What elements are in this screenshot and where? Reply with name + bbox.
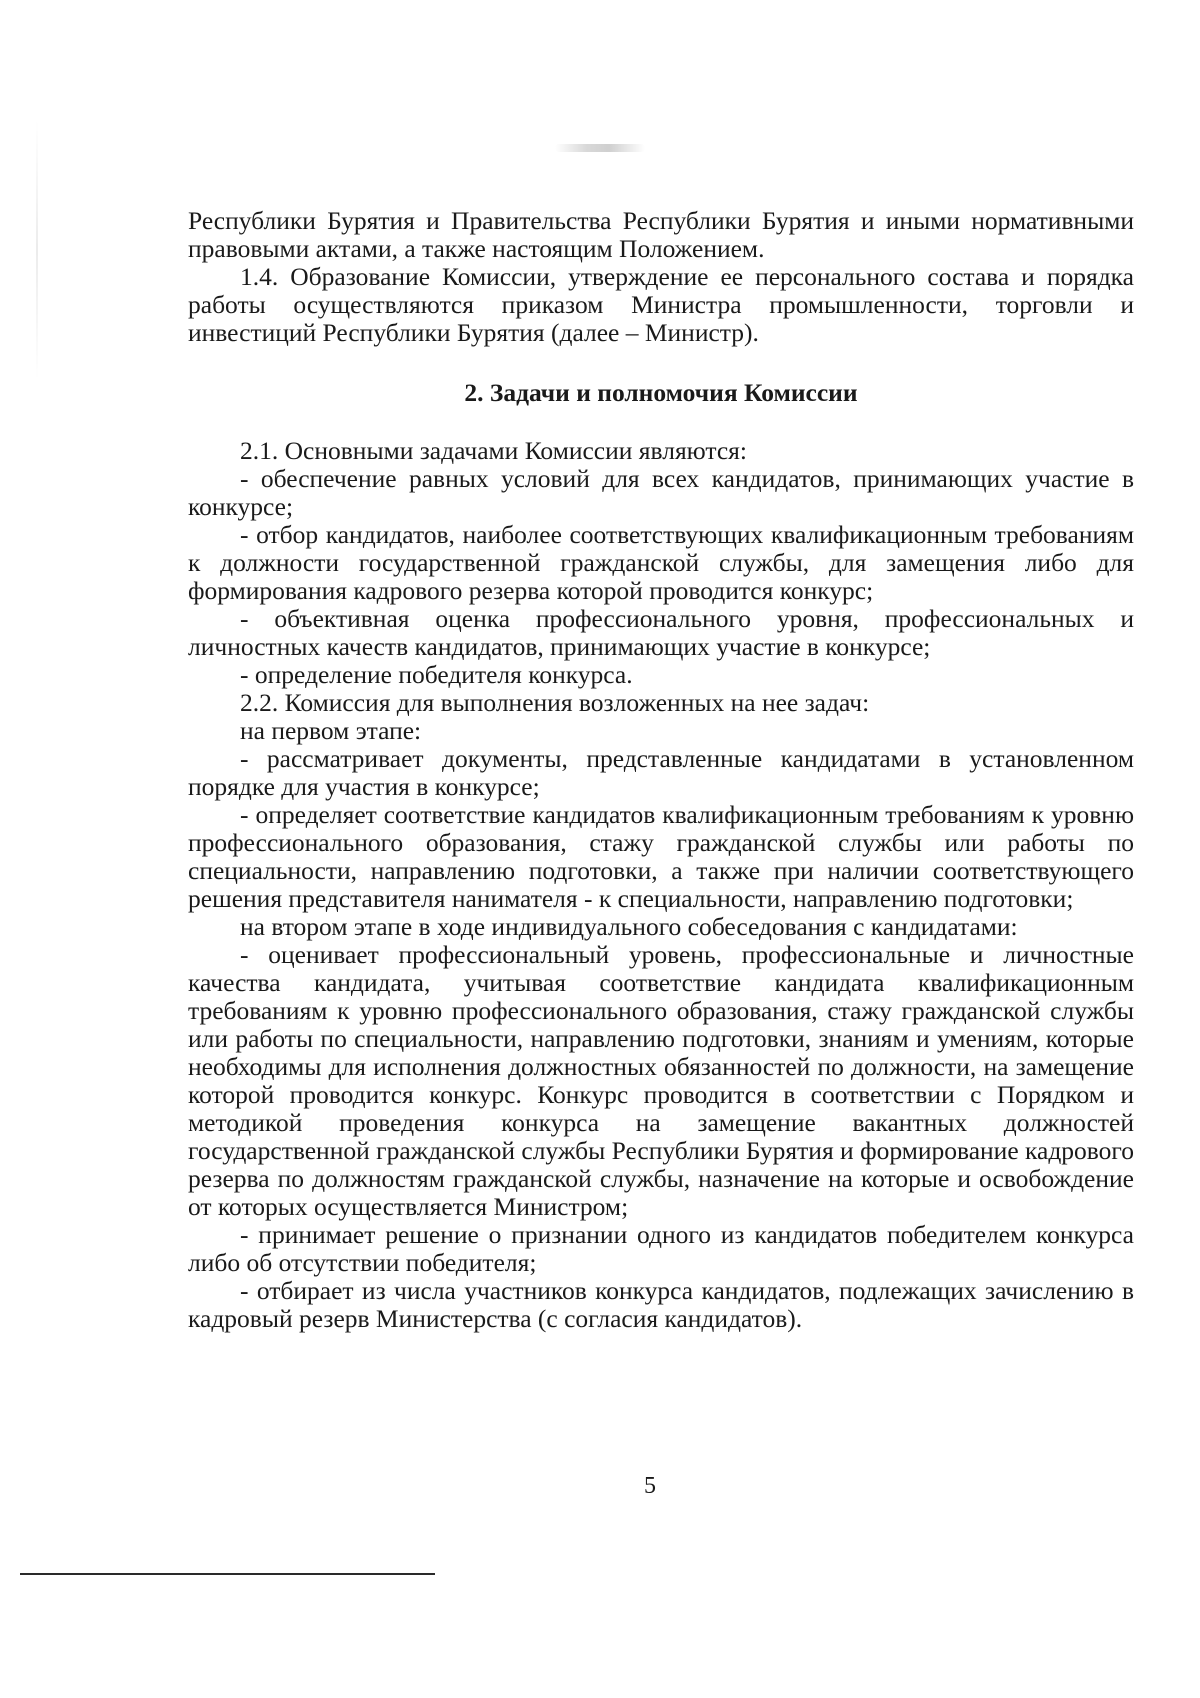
- list-item-evaluates-level: - оценивает профессиональный уровень, профессиональные и личностные качества кандидата, учитывая соответствие кандидата квалификационным требованиям к уровню профессионального образования, стажу гражданской службы или работы по специальности, направлению подготовки, знаниям и умениям, которые необходимы для исполнения должностных обязанностей по должности, на замещение которой проводится конкурс. Конкурс проводится в соответствии с Порядком и методикой проведения конкурса на замещение вакантных должностей государственной гражданской службы Республики Бурятия и формирование кадрового резерва по должностям гражданской службы, назначение на которые и освобождение от которых осуществляется Министром;: [188, 940, 1134, 1221]
- scan-artifact: [555, 144, 645, 152]
- list-item-determines-compliance: - определяет соответствие кандидатов квалификационным требованиям к уровню профессионального образования, стажу гражданской службы или работы по специальности, направлению подготовки, а также при наличии соответствующего решения представителя нанимателя - к специальности, направлению подготовки;: [188, 800, 1134, 913]
- page-number: 5: [644, 1473, 656, 1499]
- list-item-objective-assessment: - объективная оценка профессионального уровня, профессиональных и личностных качеств кандидатов, принимающих участие в конкурсе;: [188, 604, 1134, 661]
- stage-two-label: на втором этапе в ходе индивидуального собеседования с кандидатами:: [240, 912, 1018, 941]
- scan-artifact-edge: [36, 120, 38, 380]
- list-item-reviews-documents: - рассматривает документы, представленные кандидатами в установленном порядке для участия в конкурсе;: [188, 744, 1134, 801]
- stage-one-label: на первом этапе:: [240, 716, 422, 745]
- list-item-equal-conditions: - обеспечение равных условий для всех кандидатов, принимающих участие в конкурсе;: [188, 464, 1134, 521]
- paragraph-1-4: 1.4. Образование Комиссии, утверждение ее персонального состава и порядка работы осуществляются приказом Министра промышленности, торговли и инвестиций Республики Бурятия (далее – Министр).: [188, 262, 1134, 347]
- footnote-divider: [20, 1573, 435, 1575]
- paragraph-continuation: Республики Бурятия и Правительства Республики Бурятия и иными нормативными правовыми актами, а также настоящим Положением.: [188, 206, 1134, 263]
- paragraph-2-1: 2.1. Основными задачами Комиссии являются:: [240, 436, 747, 465]
- list-item-selects-reserve: - отбирает из числа участников конкурса кандидатов, подлежащих зачислению в кадровый резерв Министерства (с согласия кандидатов).: [188, 1276, 1134, 1333]
- list-item-winner-determination: - определение победителя конкурса.: [240, 660, 633, 689]
- paragraph-2-2: 2.2. Комиссия для выполнения возложенных на нее задач:: [240, 688, 870, 717]
- section-heading: 2. Задачи и полномочия Комиссии: [464, 378, 858, 407]
- document-body: [188, 207, 1134, 1333]
- list-item-candidate-selection: - отбор кандидатов, наиболее соответствующих квалификационным требованиям к должности государственной гражданской службы, для замещения либо для формирования кадрового резерва которой проводится конкурс;: [188, 520, 1134, 605]
- list-item-decides-winner: - принимает решение о признании одного из кандидатов победителем конкурса либо об отсутствии победителя;: [188, 1220, 1134, 1277]
